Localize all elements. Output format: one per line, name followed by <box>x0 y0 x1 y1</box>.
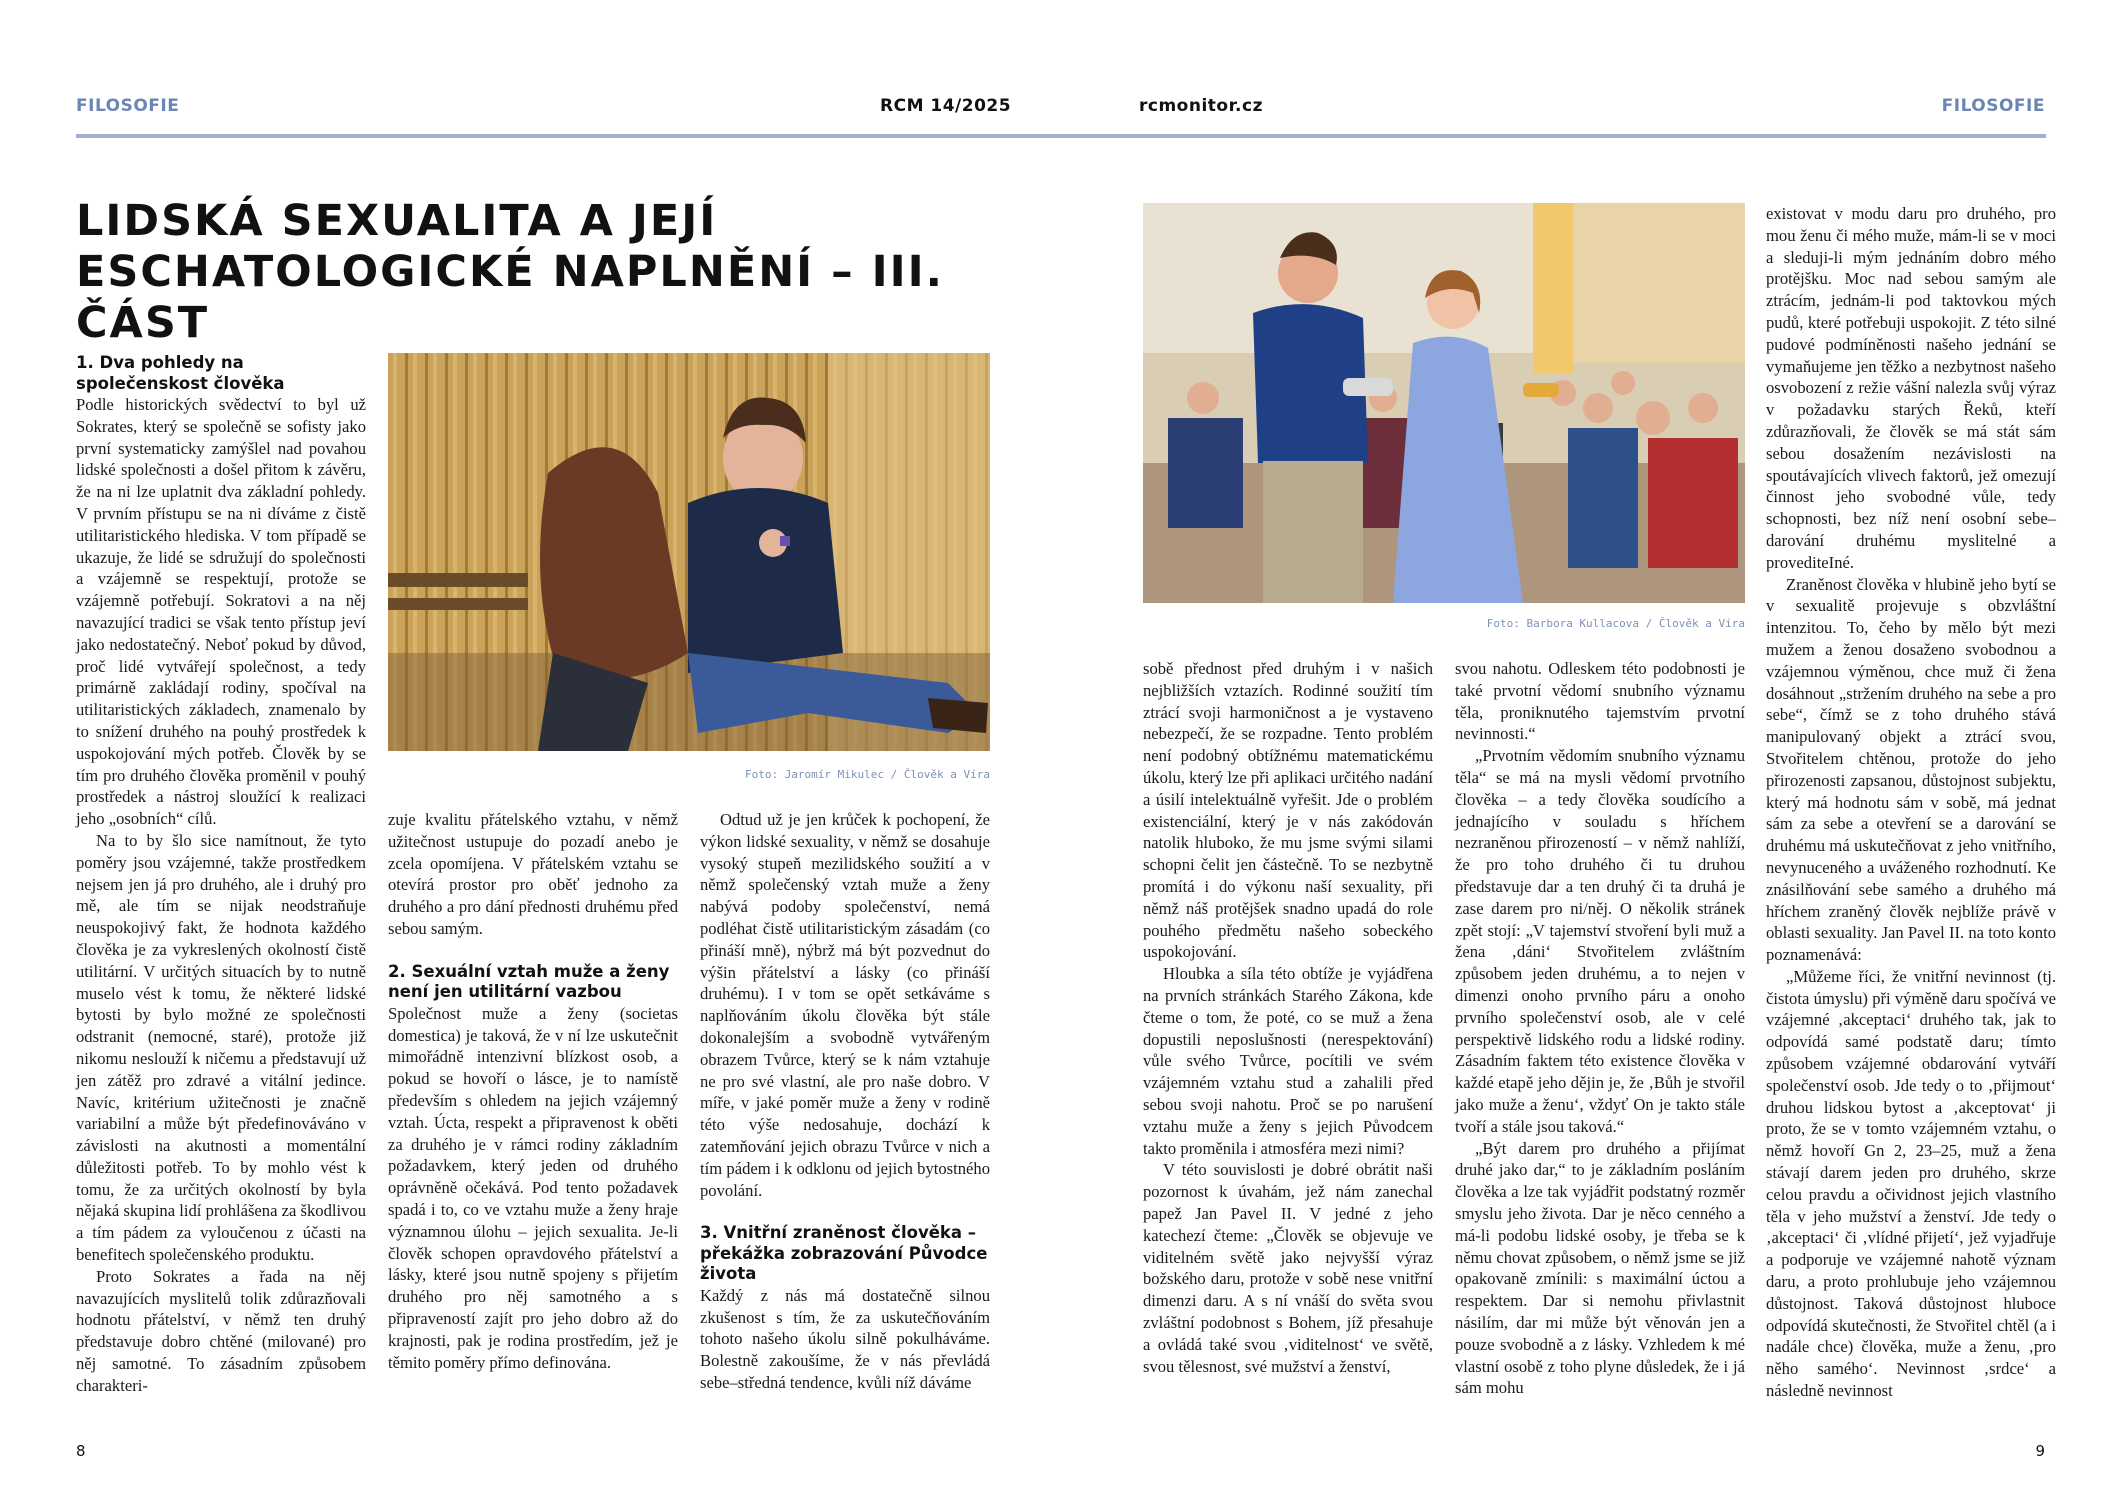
paragraph: Společnost muže a ženy (societas domestica) je taková, že v ní lze uskutečnit mimořádně intenzivní blízkost osob, a pokud se hovoří o lásce, je to namístě především s ohledem na jejich vzájemný vztah. Úcta, respekt a připravenost k oběti za druhého je v rámci rodiny základním požadavkem, který jeden od druhého oprávněně očekává. Pod tento požadavek spadá i to, co ve vztahu muže a ženy hraje významnou úlohu – jejich sexualita. Je-li člověk schopen opravdového přátelství a lásky, které jsou nutně spojeny s přijetím druhého pro něj samotného a s připraveností zajít pro jeho dobro až do krajnosti, pak je rodina prostředím, jež je těmito poměry přímo definována. <box>388 1003 678 1372</box>
paragraph: Odtud už je jen krůček k pochopení, že výkon lidské sexuality, v němž se dosahuje vysoký stupeň mezilidského soužití a v němž společenský vztah muže a ženy nabývá podoby společenství, nemá podléhat čistě utilitaristickým zásadám (co přináší mně), nýbrž má být pozvednut do výšin přátelství a lásky (co přináší druhému). I v tom se opět setkáváme s naplňováním úkolu člověka být stále dokonalejším a svobodně vytvářeným obrazem Tvůrce, který se k nám vztahuje ne pro své vlastní, ale pro naše dobro. V míře, v jaké poměr muže a ženy v rodině této výše nedosahuje, dochází k zatemňování jejich obrazu Tvůrce v nich a tím pádem i k odklonu od jejich bytostného povolání. <box>700 810 990 1200</box>
photo-couple <box>388 353 990 751</box>
paragraph: V této souvislosti je dobré obrátit naši pozornost k úvahám, jež nám zanechal papež Jan Pavel II. V jedné z jeho katechezí čteme: „Člověk se objevuje ve viditelném světě jako nejvyšší výraz božského daru, protože v sobě nese vnitřní dimenzi daru. A s ní vnáší do světa svou zvláštní podobnost s Bohem, jíž přesahuje a ovládá také svou ‚viditelnost‘ ve světě, svou tělesnost, své mužství a ženství, <box>1143 1160 1433 1376</box>
issue-label: RCM 14/2025 <box>880 96 1012 116</box>
section-label-left: FILOSOFIE <box>76 96 180 116</box>
photo-couple-image <box>388 353 990 751</box>
column-3 <box>700 809 990 1394</box>
paragraph: Proto Sokrates a řada na něj navazujících myslitelů tolik zdůrazňovali hodnotu přátelství, v němž ten druhý představuje dobro chtěné (milované) pro něj samotné. To zásadním způsobem charakteri- <box>76 1266 366 1395</box>
section-label-right: FILOSOFIE <box>1941 96 2045 116</box>
column-5 <box>1455 658 1745 1399</box>
photo-couple-caption: Foto: Jaromír Mikulec / Člověk a Víra <box>744 768 990 781</box>
section-3-heading: 3. Vnitřní zraněnost člověka – překážka zobrazování Původce života <box>700 1223 988 1284</box>
paragraph: „Můžeme říci, že vnitřní nevinnost (tj. čistota úmyslu) při výměně daru spočívá ve vzájemné ‚akceptaci‘ druhého tak, jak to odpovídá samé podstatě daru; tímto způsobem vzájemné obdarování vytváří společenství osob. Jde tedy o to ‚přijmout‘ druhou lidskou bytost a ‚akceptovat‘ ji proto, že se v tomto vzájemném vztahu, o němž hovoří Gn 2, 23–25, muž a žena stávají darem jeden pro druhého, skrze celou pravdu a očividnost jejich vlastního těla v jeho mužství a ženství. Jde tedy o ‚akceptaci‘ či ‚vlídné přijetí‘, jež vyjadřuje a podporuje ve vzájemné nahotě význam daru, a proto prohlubuje jeho vzájemnou důstojnost. Taková důstojnost hluboce odpovídá skutečnosti, že Stvořitel chtěl (a i nadále chce) člověka, muže a ženu, ‚pro něho samého‘. Nevinnost ‚srdce‘ a následně nevinnost <box>1766 966 2056 1401</box>
paragraph: Každý z nás má dostatečně silnou zkušenost s tím, že za uskutečňováním tohoto našeho úkolu silně pokulháváme. Bolestně zakoušíme, že v nás převládá sebe–středná tendence, kvůli níž dáváme <box>700 1285 990 1393</box>
site-label: rcmonitor.cz <box>1139 96 1263 116</box>
photo-ceremony-caption: Foto: Barbora Kullacova / Člověk a Víra <box>1486 617 1745 630</box>
paragraph: „Být darem pro druhého a přijímat druhé jako dar,“ to je základním posláním člověka a lze tak vyjádřit podstatný rozměr smyslu jeho života. Dar je něco cenného a má-li podobu lidské osoby, je třeba se k němu chovat způsobem, o němž jsme se již opakovaně zmínili: s maximální úctou a respektem. Dar si nemohu přivlastnit násilím, dar mi může být věnován jen a pouze svobodně a z lásky. Vzhledem k mé vlastní osobě z toho plyne důsledek, že i já sám mohu <box>1455 1138 1745 1398</box>
column-6 <box>1766 203 2056 1402</box>
paragraph: Na to by šlo sice namítnout, že tyto poměry jsou vzájemné, takže prostředkem nejsem jen já pro druhého, ale i druhý pro mě, ale tím se nijak neodstraňuje neuspokojivý fakt, že hodnota každého člověka je za vykreslených okolností čistě utilitární. V určitých situacích by to nutně muselo vést k tomu, že některé lidské bytosti by bylo možné ze společnosti odstranit (nemocné, staré), protože již nikomu neslouží k ničemu a představují už jen zátěž pro zdravé a vitální jedince. Navíc, kritérium užitečnosti je značně variabilní a může být předefinováváno v závislosti na akutnosti a momentální důležitosti potřeb. To by mohlo vést k tomu, že za určitých okolností by byla nějaká skupina lidí prohlášena za škodlivou a tím pádem za vyloučenou z účasti na benefitech společenského produktu. <box>76 830 366 1265</box>
column-2 <box>388 809 678 1373</box>
paragraph: Podle historických svědectví to byl už Sokrates, který se společně se sofisty jako první systematicky zamýšlel nad povahou lidské společnosti a došel přitom k závěru, že na ni lze uplatnit dva základní pohledy. V prvním přístupu se na ni díváme z čistě utilitaristického hlediska. V tom případě se ukazuje, že lidé se sdružují do společnosti a vzájemně se respektují, protože se vzájemně potřebují. Sokratovi a na něj navazující tradici se však tento přístup jeví jako nedostatečný. Neboť pokud by důvod, proč lidé vytvářejí společnost, a tedy primárně zakládají rodiny, spočíval na utilitaristických základech, znamenalo by to snížení druhého na pouhý prostředek k uspokojování mých potřeb. Člověk by se tím pro druhého člověka proměnil v pouhý prostředek a nástroj sloužící k realizaci jeho „osobních“ cílů. <box>76 395 366 829</box>
page-number-right: 9 <box>2035 1442 2045 1460</box>
paragraph: svou nahotu. Odleskem této podobnosti je také prvotní vědomí snubního významu těla, proniknutého tajemstvím prvotní nevinnosti.“ <box>1455 659 1745 744</box>
section-1-heading: 1. Dva pohledy na společenskost člověka <box>76 353 285 393</box>
paragraph: existovat v modu daru pro druhého, pro mou ženu či mého muže, mám-li se v moci a sleduji-li mým jednáním dobro mého protějšku. Moc nad sebou samým ale ztrácím, jednám-li pod taktovkou mých pudů, které potřebuji uspokojit. Z této silné pudové podmíněnosti našeho jednání se vymaňujeme jen těžko a nezbytnost našeho osvobození z režie vášní nalezla svůj výraz v požadavku starých Řeků, kteří zdůrazňovali, že člověk se má stát sám sebou dosažením nezávislosti na spoutávajících vlivech faktorů, jež omezují činnost jeho svobodné vůle, tedy schopnosti, bez níž není osobní sebe–darování druhému myslitelné a provediteIné. <box>1766 204 2056 572</box>
column-1 <box>76 353 366 1397</box>
section-2-heading: 2. Sexuální vztah muže a ženy není jen utilitární vazbou <box>388 961 670 1002</box>
article-title: LIDSKÁ SEXUALITA A JEJÍ ESCHATOLOGICKÉ NAPLNĚNÍ – III. ČÁST <box>76 196 944 348</box>
paragraph: „Prvotním vědomím snubního významu těla“ se má na mysli vědomí prvotního člověka – a tedy člověka soudícího a jednajícího v souladu s hříchem nezraněnou přirozeností – v němž nahlíží, že pro toho druhého či tu druhou představuje dar a ten druhý či ta druhá je zase darem pro ni/něj. O několik stránek zpět stojí: „V tajemství stvoření byli muž a žena ‚dáni‘ Stvořitelem zvláštním způsobem jeden druhému, a to nejen v dimenzi onoho prvního páru a onoho prvního společenství osob, ale v celé perspektivě lidského rodu a lidské rodiny. Zásadním faktem této existence člověka v každé etapě jeho dějin je, že ‚Bůh je stvořil jako muže a ženu‘, vždyť On je takto stále tvoří a stále jsou taková.“ <box>1455 746 1745 1136</box>
paragraph: Hloubka a síla této obtíže je vyjádřena na prvních stránkách Starého Zákona, kde čteme o tom, že poté, co se muž a žena dopustili neposlušnosti (nerespektování) vůle svého Tvůrce, pocítili ve svém vzájemném vztahu stud a zahalili před sebou svoji nahotu. Proč se po narušení vztahu muže a ženy s jejich Původcem takto proměnila i atmosféra mezi nimi? <box>1143 964 1433 1158</box>
paragraph: sobě přednost před druhým i v našich nejbližších vztazích. Rodinné soužití tím ztrácí svoji harmoničnost a je vystaveno nebezpečí, že se rozpadne. Tento problém není podobný obtížnému matematickému úkolu, který lze při aplikaci určitého nadání a úsilí intelektuálně vyřešit. Jde o problém existenciální, který je v nás zakódován natolik hluboko, že mu jsme svými silami schopni čelit jen částečně. To se nezbytně promítá i do výkonu naší sexuality, při němž náš protějšek snadno upadá do role pouhého předmětu našeho sobeckého uspokojování. <box>1143 659 1433 962</box>
paragraph: Zraněnost člověka v hlubině jeho bytí se v sexualitě projevuje s obzvláštní intenzitou. To, čeho by mělo být mezi mužem a ženou dosaženo svobodnou a vzájemnou výměnou, chce muž či žena dosáhnout „stržením druhého na sebe a pro sebe“, čímž se z toho druhého stává manipulovaný objekt a ztrácí svou, Stvořitelem chtěnou, protože do jeho přirozenosti zapsanou, důstojnost subjektu, který má hodnotu sám v sobě, má jednat sám za sebe a otevření se a darování se druhému má uskutečňovat z jeho vnitřního, nevynuceného a uváženého rozhodnutí. Ke znásilňování sebe samého a druhého má hříchem zraněný člověk nejblíže právě v oblasti sexuality. Jan Pavel II. na toto konto poznamenává: <box>1766 574 2056 965</box>
photo-ceremony <box>1143 203 1745 603</box>
page-number-left: 8 <box>76 1442 86 1460</box>
paragraph: zuje kvalitu přátelského vztahu, v němž užitečnost ustupuje do pozadí anebo je zcela opomíjena. V přátelském vztahu se otevírá prostor pro oběť jednoho za druhého a pro dání přednosti druhému před sebou samým. <box>388 810 678 938</box>
header-rule <box>76 134 2046 138</box>
photo-ceremony-image <box>1143 203 1745 603</box>
column-4 <box>1143 658 1433 1377</box>
